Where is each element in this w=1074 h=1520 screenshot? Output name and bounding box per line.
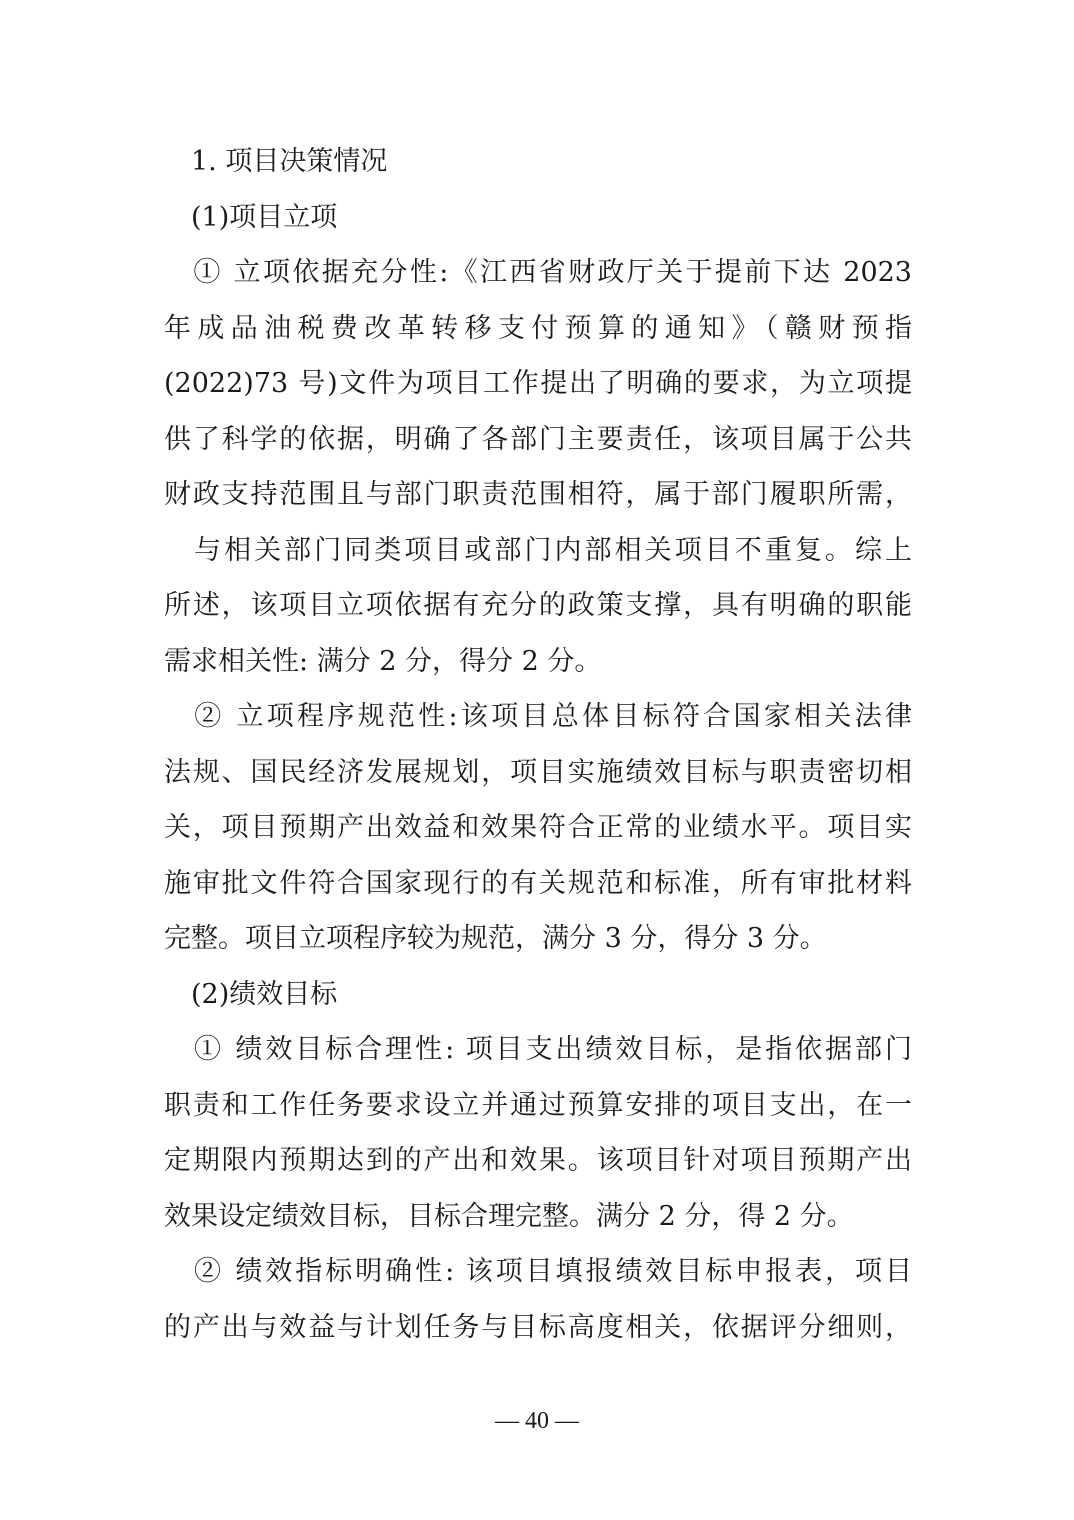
paragraph-line: 供了科学的依据，明确了各部门主要责任，该项目属于公共 [164,423,912,455]
paragraph-line: ① 立项依据充分性:《江西省财政厅关于提前下达 2023 [164,257,912,288]
paragraph-line: 定期限内预期达到的产出和效果。该项目针对项目预期产出 [164,1145,912,1176]
paragraph-line: 关，项目预期产出效益和效果符合正常的业绩水平。项目实 [164,812,912,843]
paragraph-line: 职责和工作任务要求设立并通过预算安排的项目支出，在一 [164,1089,912,1121]
paragraph-line: ① 绩效目标合理性: 项目支出绩效目标，是指依据部门 [164,1034,912,1065]
body-text [164,134,912,1355]
paragraph-line: 的产出与效益与计划任务与目标高度相关，依据评分细则， [164,1311,912,1343]
subsection-heading: (1)项目立项 [164,201,338,233]
subsection-heading: (2)绩效目标 [164,978,338,1010]
section-heading: 1. 项目决策情况 [164,146,388,177]
paragraph-line: ② 立项程序规范性:该项目总体目标符合国家相关法律 [164,701,912,732]
paragraph-line: 效果设定绩效目标，目标合理完整。满分 2 分，得 2 分。 [164,1200,854,1232]
paragraph-line: 年成品油税费改革转移支付预算的通知》（赣财预指 [164,312,912,344]
paragraph-line: 完整。项目立项程序较为规范，满分 3 分，得分 3 分。 [164,923,827,954]
paragraph-line: (2022)73 号)文件为项目工作提出了明确的要求，为立项提 [164,368,912,399]
paragraph-line: 财政支持范围且与部门职责范围相符，属于部门履职所需， [164,479,912,510]
paragraph-line: ② 绩效指标明确性: 该项目填报绩效目标申报表，项目 [164,1256,912,1287]
paragraph-line: 施审批文件符合国家现行的有关规范和标准，所有审批材料 [164,867,912,899]
page-number: — 40 — [495,1408,579,1434]
paragraph-line: 与相关部门同类项目或部门内部相关项目不重复。综上 [164,534,912,566]
paragraph-line: 需求相关性: 满分 2 分，得分 2 分。 [164,645,602,677]
paragraph-line: 法规、国民经济发展规划，项目实施绩效目标与职责密切相 [164,756,912,788]
paragraph-line: 所述，该项目立项依据有充分的政策支撑，具有明确的职能 [164,590,912,621]
